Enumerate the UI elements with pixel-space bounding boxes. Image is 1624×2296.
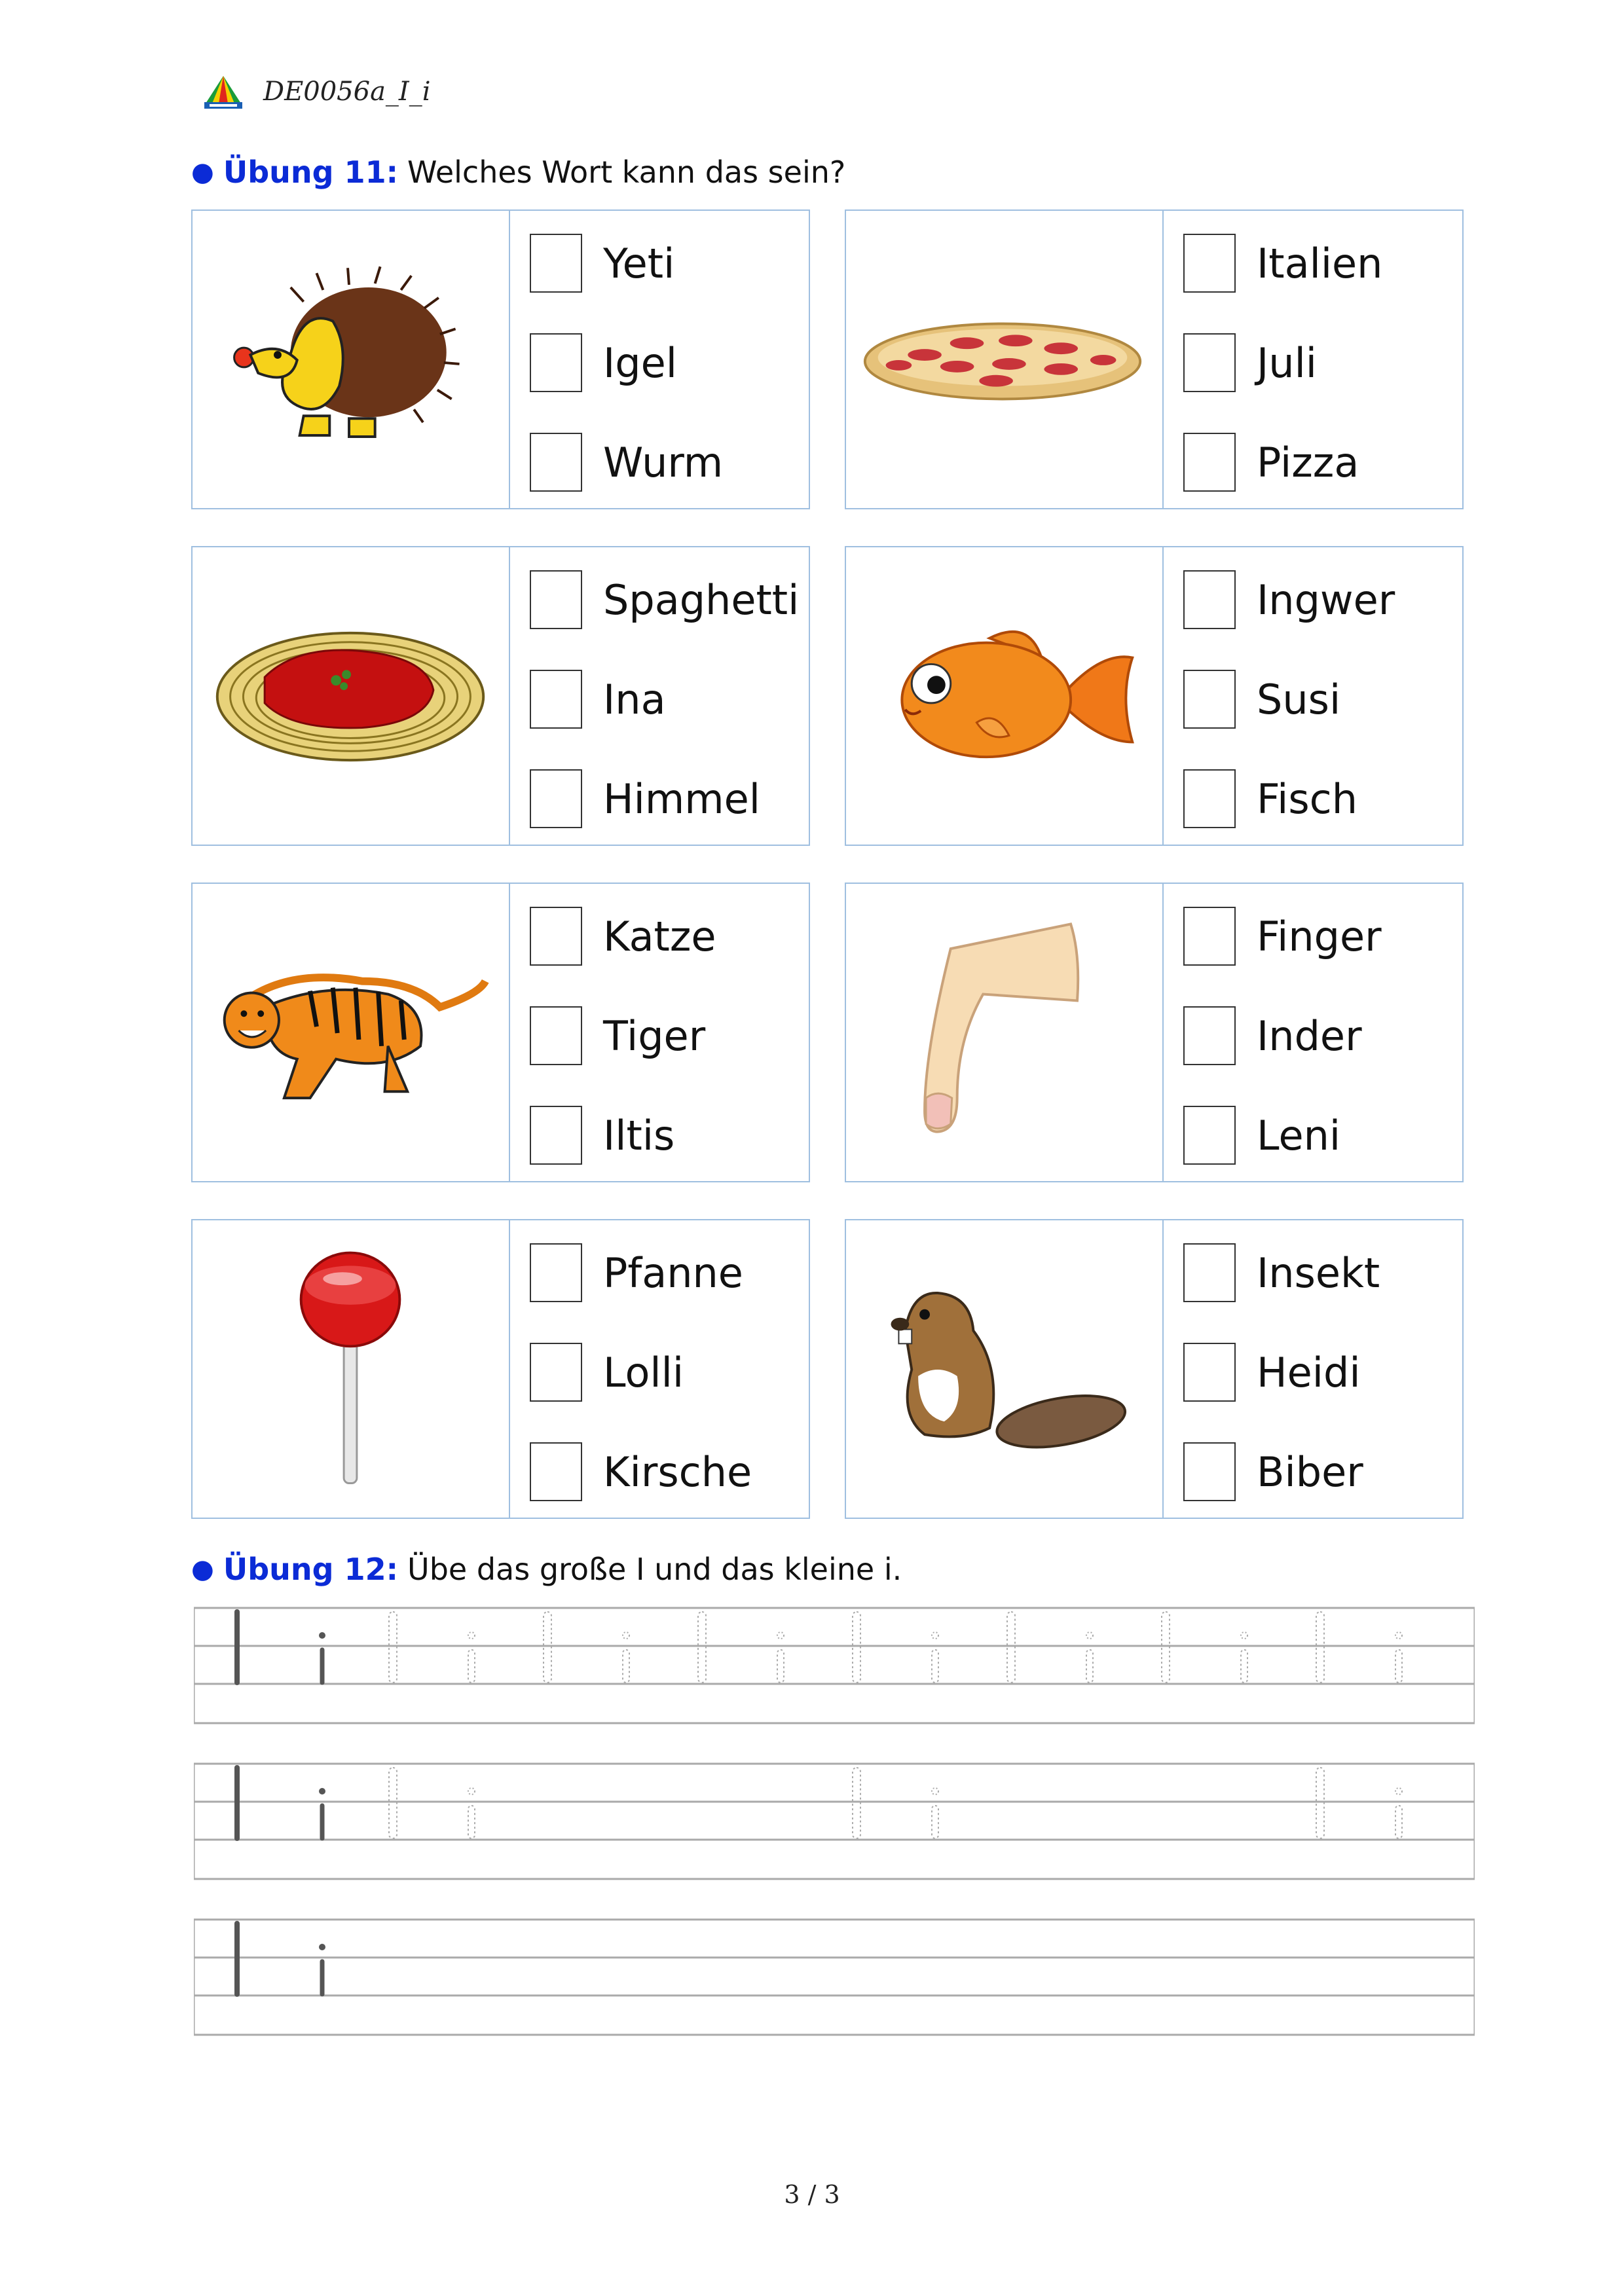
option-word: Heidi — [1257, 1348, 1361, 1396]
option[interactable] — [1183, 567, 1395, 632]
option[interactable] — [1183, 1339, 1361, 1405]
option[interactable] — [530, 429, 723, 495]
checkbox[interactable] — [1183, 570, 1236, 629]
option[interactable] — [1183, 1003, 1362, 1068]
document-id: DE0056a_I_i — [263, 77, 431, 107]
option-word: Spaghetti — [603, 575, 800, 624]
checkbox[interactable] — [1183, 1442, 1236, 1501]
word-card-beaver — [845, 1219, 1464, 1519]
hedgehog-icon — [193, 211, 509, 508]
option-word: Juli — [1257, 338, 1318, 387]
option[interactable] — [530, 330, 677, 395]
letter-i-dot — [319, 1944, 325, 1950]
traced-letter-I — [389, 1768, 397, 1838]
traced-letter-i-dot — [468, 1632, 475, 1639]
exercise-label: Übung 12: — [223, 1552, 399, 1587]
checkbox[interactable] — [1183, 769, 1236, 828]
checkbox[interactable] — [530, 769, 582, 828]
exercise-instruction: Übe das große I und das kleine i. — [407, 1552, 902, 1587]
traced-letter-i-dot — [932, 1632, 938, 1639]
traced-letter-i — [468, 1806, 475, 1838]
exercise-11-heading — [191, 155, 845, 190]
page-header — [203, 73, 431, 110]
checkbox[interactable] — [530, 1106, 582, 1165]
checkbox[interactable] — [530, 333, 582, 392]
traced-letter-I — [698, 1612, 706, 1683]
letter-i-dot — [319, 1632, 325, 1639]
option[interactable] — [530, 1439, 752, 1504]
option-word: Pizza — [1257, 438, 1359, 486]
word-card-hedgehog — [191, 210, 810, 509]
traced-letter-i-dot — [468, 1788, 475, 1795]
option-word: Kirsche — [603, 1448, 752, 1496]
traced-letter-I — [1162, 1612, 1170, 1683]
bullet: ● — [191, 157, 214, 187]
traced-letter-i-dot — [1241, 1632, 1247, 1639]
option-word: Iltis — [603, 1111, 675, 1159]
option[interactable] — [530, 1102, 674, 1168]
checkbox[interactable] — [1183, 1343, 1236, 1402]
option[interactable] — [1183, 1439, 1363, 1504]
option-word: Lolli — [603, 1348, 684, 1396]
traced-letter-I — [853, 1612, 860, 1683]
picture-cell — [846, 211, 1164, 508]
option[interactable] — [530, 903, 716, 969]
word-card-spaghetti — [191, 546, 810, 846]
lollipop-icon — [193, 1220, 509, 1518]
option-word: Igel — [603, 338, 678, 387]
bullet: ● — [191, 1554, 214, 1584]
traced-letter-i — [1086, 1650, 1093, 1683]
option-word: Yeti — [603, 239, 675, 287]
option-word: Ina — [603, 675, 666, 723]
checkbox[interactable] — [1183, 1243, 1236, 1302]
option-word: Susi — [1257, 675, 1341, 723]
word-card-lollipop — [191, 1219, 810, 1519]
tent-logo-icon — [203, 73, 244, 110]
traced-letter-i-dot — [932, 1788, 938, 1795]
traced-letter-i — [1395, 1806, 1402, 1838]
traced-letter-i — [777, 1650, 784, 1683]
option-word: Fisch — [1257, 774, 1358, 823]
option[interactable] — [1183, 1102, 1340, 1168]
picture-cell — [193, 211, 510, 508]
picture-cell — [846, 547, 1164, 845]
writing-lines — [194, 1607, 1475, 1724]
picture-cell — [846, 1220, 1164, 1518]
spaghetti-icon — [193, 547, 509, 845]
picture-cell — [193, 884, 510, 1181]
checkbox[interactable] — [530, 1442, 582, 1501]
checkbox[interactable] — [530, 1006, 582, 1065]
traced-letter-i-dot — [1086, 1632, 1093, 1639]
checkbox[interactable] — [1183, 670, 1236, 729]
option[interactable] — [1183, 903, 1382, 969]
traced-letter-I — [1007, 1612, 1015, 1683]
option-word: Inder — [1257, 1011, 1362, 1060]
option[interactable] — [1183, 766, 1357, 831]
traced-letter-I — [389, 1612, 397, 1683]
checkbox[interactable] — [1183, 234, 1236, 293]
writing-lines — [194, 1918, 1475, 2036]
writing-lines — [194, 1762, 1475, 1880]
word-card-tiger — [191, 883, 810, 1182]
checkbox[interactable] — [530, 570, 582, 629]
checkbox[interactable] — [530, 1343, 582, 1402]
traced-letter-I — [1316, 1768, 1324, 1838]
option[interactable] — [530, 230, 674, 296]
word-card-pizza — [845, 210, 1464, 509]
writing-line-row[interactable] — [194, 1762, 1475, 1880]
option-word: Italien — [1257, 239, 1383, 287]
word-card-finger — [845, 883, 1464, 1182]
checkbox[interactable] — [1183, 1106, 1236, 1165]
traced-letter-i — [623, 1650, 629, 1683]
traced-letter-I — [853, 1768, 860, 1838]
traced-letter-i — [468, 1650, 475, 1683]
option[interactable] — [530, 567, 799, 632]
option-word: Finger — [1257, 912, 1382, 960]
option-word: Biber — [1257, 1448, 1363, 1496]
goldfish-icon — [846, 547, 1162, 845]
checkbox[interactable] — [530, 670, 582, 729]
checkbox[interactable] — [530, 907, 582, 966]
option[interactable] — [530, 1339, 684, 1405]
letter-i-dot — [319, 1788, 325, 1795]
traced-letter-i — [932, 1806, 938, 1838]
checkbox[interactable] — [1183, 907, 1236, 966]
finger-icon — [846, 884, 1162, 1181]
option[interactable] — [1183, 330, 1317, 395]
checkbox[interactable] — [530, 433, 582, 492]
page-number: 3 / 3 — [784, 2180, 840, 2209]
option-word: Katze — [603, 912, 716, 960]
option-word: Tiger — [603, 1011, 706, 1060]
checkbox[interactable] — [1183, 333, 1236, 392]
traced-letter-I — [544, 1612, 551, 1683]
traced-letter-i-dot — [1395, 1788, 1402, 1795]
checkbox[interactable] — [1183, 1006, 1236, 1065]
option-word: Leni — [1257, 1111, 1341, 1159]
option-word: Pfanne — [603, 1248, 743, 1297]
beaver-icon — [846, 1220, 1162, 1518]
option[interactable] — [530, 766, 760, 831]
option-word: Wurm — [603, 438, 724, 486]
checkbox[interactable] — [530, 234, 582, 293]
traced-letter-i — [1395, 1650, 1402, 1683]
picture-cell — [846, 884, 1164, 1181]
option[interactable] — [1183, 666, 1340, 732]
option[interactable] — [1183, 230, 1382, 296]
traced-letter-i-dot — [623, 1632, 629, 1639]
tiger-icon — [193, 884, 509, 1181]
writing-line-row[interactable] — [194, 1918, 1475, 2036]
picture-cell — [193, 1220, 510, 1518]
checkbox[interactable] — [1183, 433, 1236, 492]
option[interactable] — [530, 666, 666, 732]
traced-letter-I — [1316, 1612, 1324, 1683]
option-word: Himmel — [603, 774, 761, 823]
traced-letter-i — [1241, 1650, 1247, 1683]
word-card-goldfish — [845, 546, 1464, 846]
traced-letter-i-dot — [1395, 1632, 1402, 1639]
pizza-icon — [846, 211, 1162, 508]
traced-letter-i — [932, 1650, 938, 1683]
option-word: Ingwer — [1257, 575, 1395, 624]
checkbox[interactable] — [530, 1243, 582, 1302]
exercise-instruction: Welches Wort kann das sein? — [407, 155, 846, 190]
exercise-12-heading — [191, 1552, 902, 1587]
option[interactable] — [530, 1003, 705, 1068]
exercise-label: Übung 11: — [223, 155, 399, 190]
option-word: Insekt — [1257, 1248, 1380, 1297]
picture-cell — [193, 547, 510, 845]
writing-line-row[interactable] — [194, 1607, 1475, 1724]
option[interactable] — [1183, 429, 1359, 495]
option[interactable] — [530, 1240, 743, 1305]
option[interactable] — [1183, 1240, 1380, 1305]
traced-letter-i-dot — [777, 1632, 784, 1639]
